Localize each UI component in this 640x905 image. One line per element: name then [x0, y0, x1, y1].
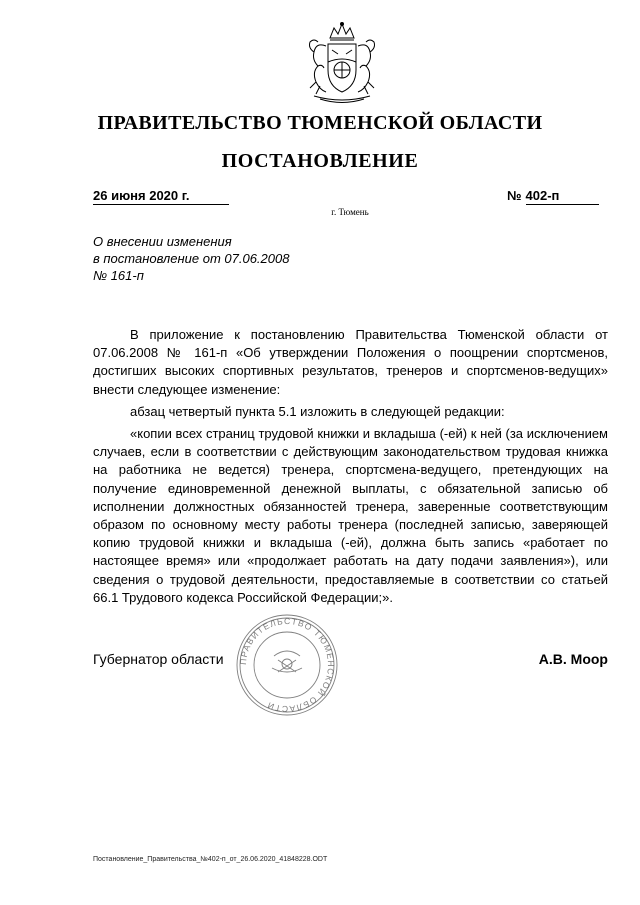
document-date: 26 июня 2020 г. — [93, 188, 229, 205]
subject-line: в постановление от 07.06.2008 — [93, 251, 290, 266]
svg-text:ПРАВИТЕЛЬСТВО ТЮМЕНСКОЙ ОБЛАСТ — [238, 616, 336, 714]
subject-line: О внесении изменения — [93, 234, 232, 249]
number-sign: № — [507, 188, 522, 203]
body-paragraph: абзац четвертый пункта 5.1 изложить в следующей редакции: — [130, 403, 505, 419]
government-title: ПРАВИТЕЛЬСТВО ТЮМЕНСКОЙ ОБЛАСТИ — [97, 112, 543, 134]
subject-line: № 161-п — [93, 268, 144, 283]
coat-of-arms-icon — [298, 20, 386, 106]
document-number-field — [507, 188, 599, 205]
signer-position: Губернатор области — [93, 651, 224, 667]
document-number: 402-п — [526, 188, 599, 205]
document-subject — [93, 233, 353, 284]
body-paragraph: «копии всех страниц трудовой книжки и вкладыша (-ей) к ней (за исключением случаев, если в соответствии с действующим законодательством трудовая книжка на работника не ведется) тренера, спортсмена-ведущего, претендующих на получение единовременной денежной выплаты, с обязательной записью об исполнении должностных обязанностей тренера, заверенные соответствующим образом по основному месту работы тренера (последней записью, заверяющей копию трудовой книжки и вкладыша (-ей), должна быть запись «работает по настоящее время» или «продолжает работать на дату подачи заявления»), или сведения о трудовой деятельности, предоставляемые в соответствии со статьей 66.1 Трудового кодекса Российской Федерации;». — [93, 426, 608, 605]
signer-name: А.В. Моор — [538, 651, 608, 667]
issue-city: г. Тюмень — [331, 207, 369, 217]
body-paragraph: В приложение к постановлению Правительства Тюменской области от 07.06.2008 № 161-п «Об утверждении Положения о поощрении спортсменов, достигших высоких спортивных результатов, тренеров и спортсменов-ведущих» внести следующее изменение: — [93, 327, 608, 397]
document-type-heading: ПОСТАНОВЛЕНИЕ — [221, 150, 419, 172]
file-name-footer: Постановление_Правительства_№402-п_от_26.06.2020_41848228.ODT — [93, 856, 328, 863]
seal-text: ПРАВИТЕЛЬСТВО ТЮМЕНСКОЙ ОБЛАСТИ — [237, 615, 337, 715]
document-body — [93, 326, 608, 607]
official-seal-icon — [234, 612, 340, 718]
